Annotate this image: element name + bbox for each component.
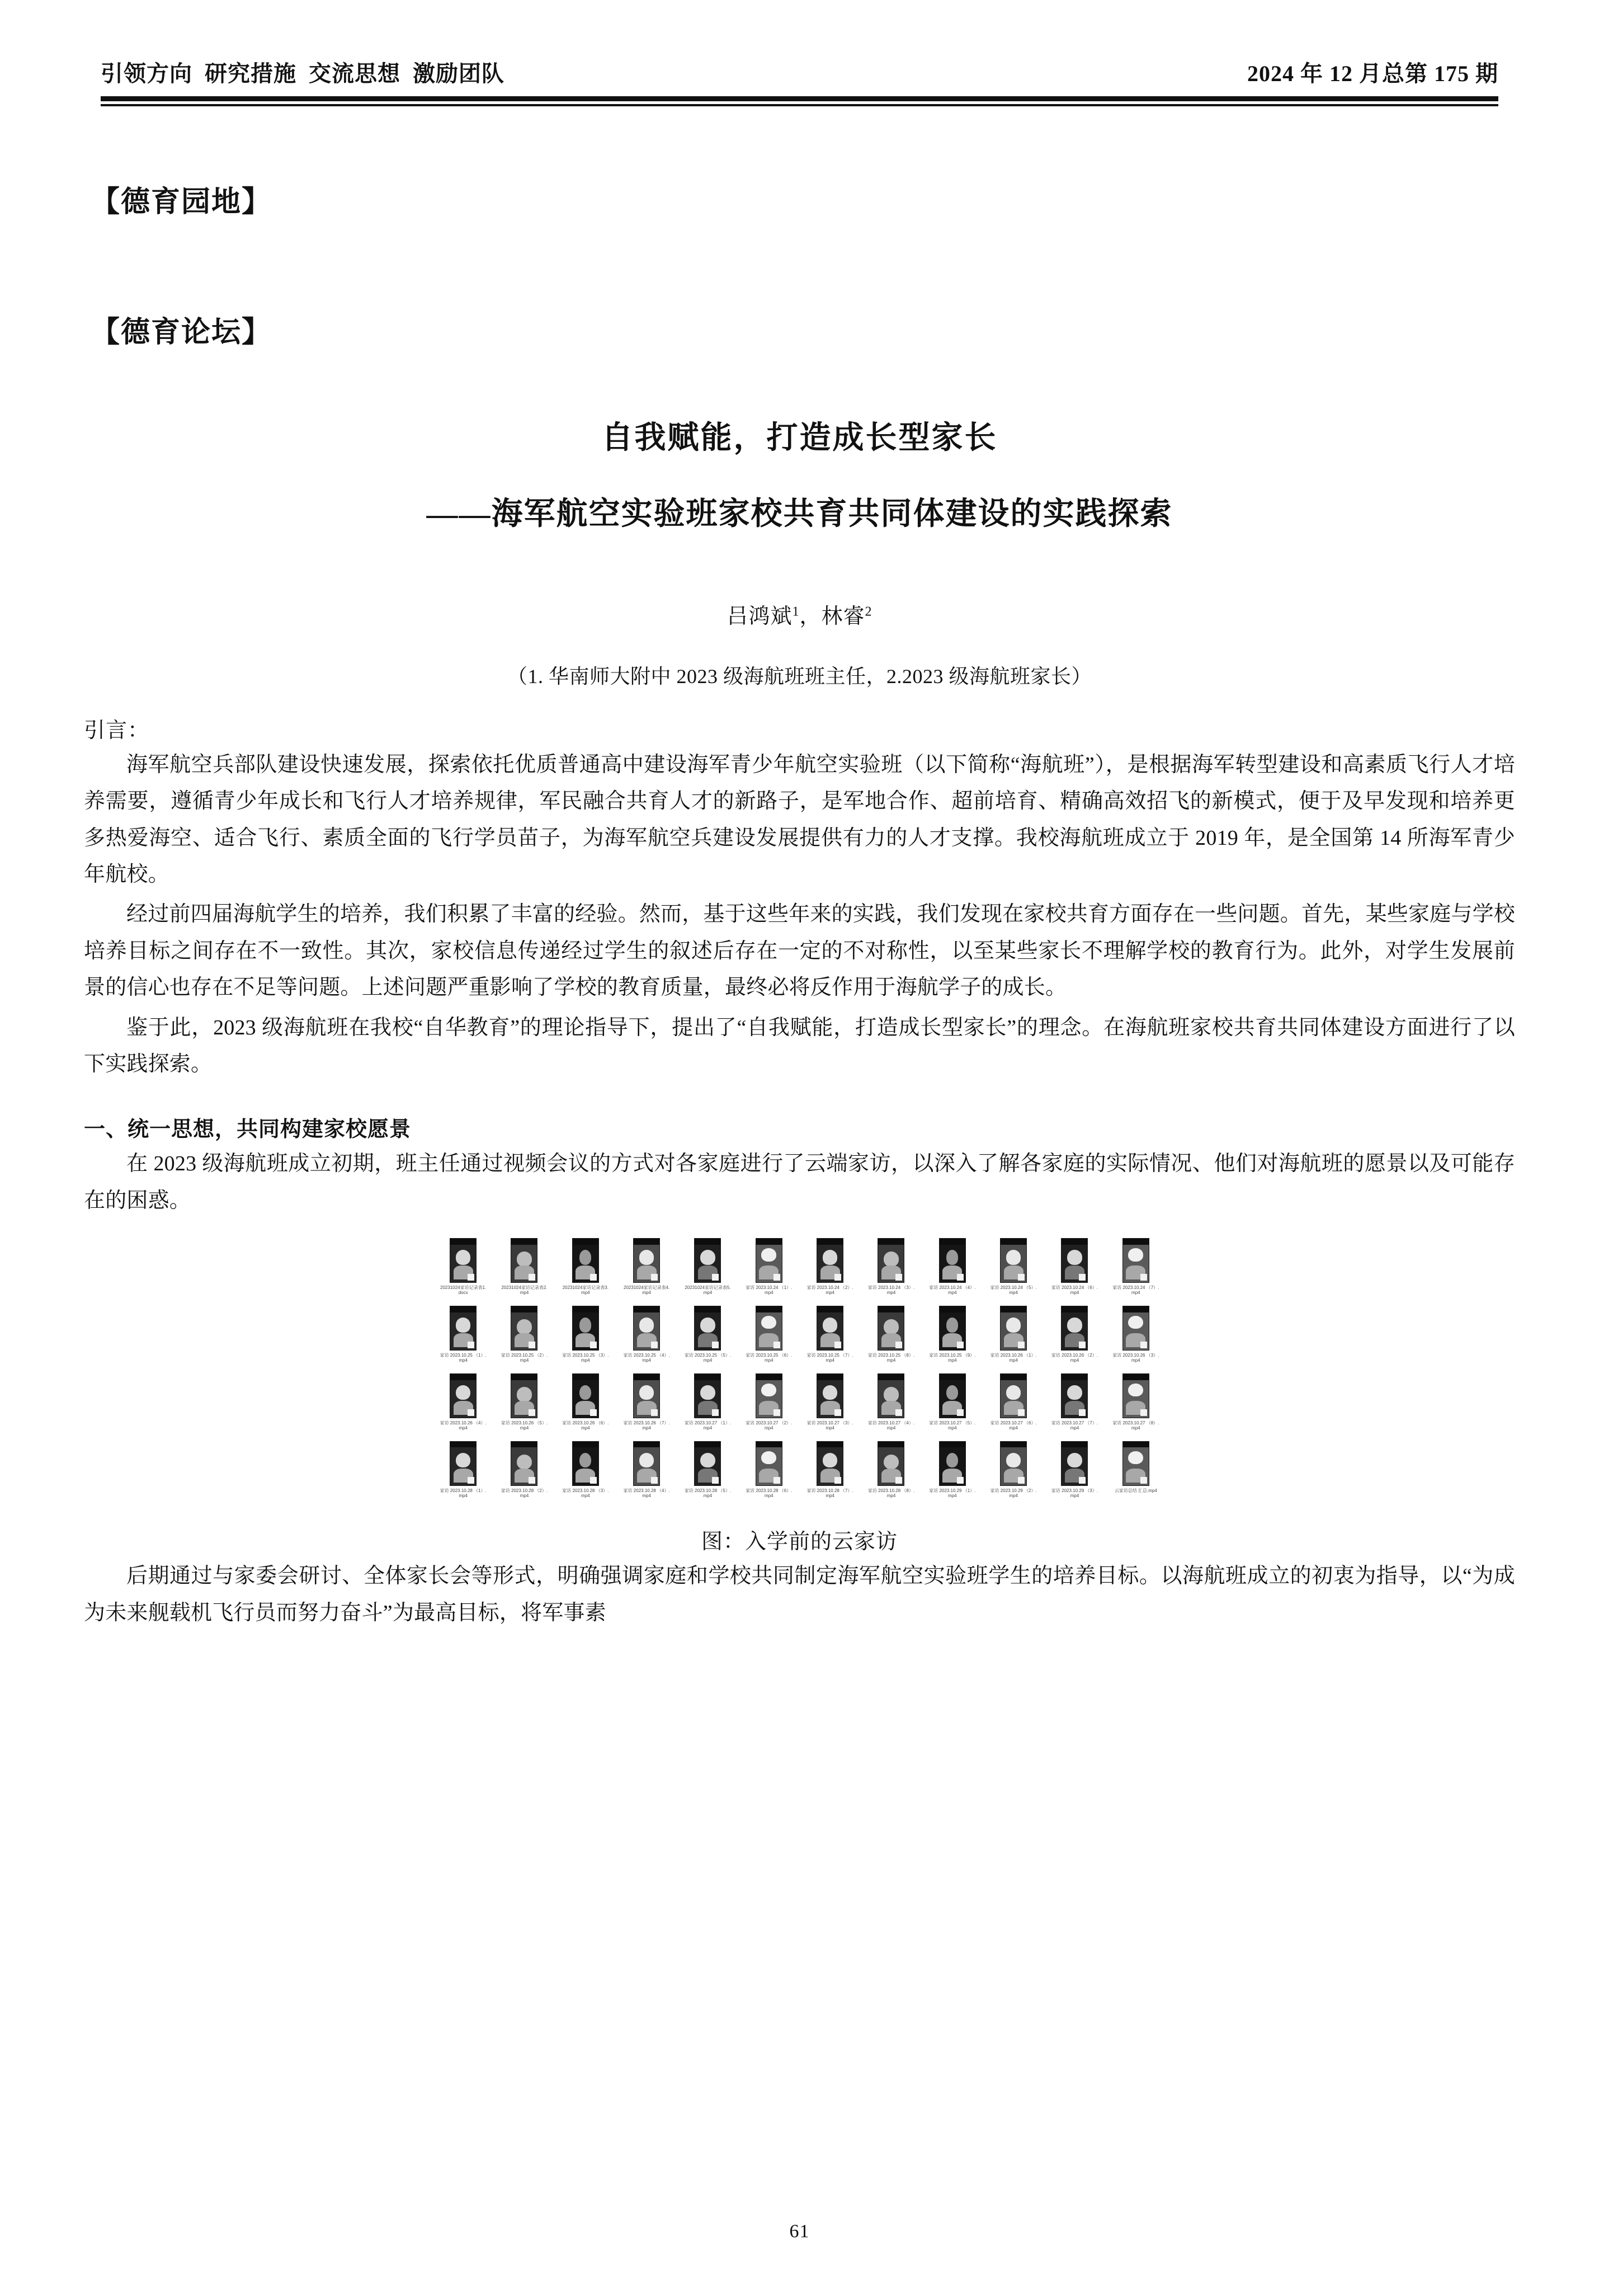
figure-caption: 图：入学前的云家访 <box>701 1530 898 1554</box>
thumbnail-preview <box>511 1306 537 1351</box>
paragraph-intro-1: 海军航空兵部队建设快速发展，探索依托优质普通高中建设海军青少年航空实验班（以下简称“海航班”），是根据海军转型建设和高素质飞行人才培养需要，遵循青少年成长和飞行人才培养规律，军民融合共育人才的新路子，是军地合作、超前培育、精确高效招飞的新模式，便于及早发现和培养更多热爱海空、适合飞行、素质全面的飞行学员苗子，为海军航空兵建设发展提供有力的人才支撑。我校海航班成立于 2019 年，是全国第 14 所海军青少年航校。 <box>84 753 1515 887</box>
thumbnail-filename: 家访 2023.10.26 （7）.mp4 <box>623 1420 670 1431</box>
thumbnail-preview <box>817 1306 843 1351</box>
thumbnail-filename: 家访 2023.10.27 （8）.mp4 <box>1112 1420 1159 1431</box>
thumbnail-filename: 家访 2023.10.28 （6）.mp4 <box>746 1488 793 1499</box>
thumbnail-preview <box>511 1441 537 1486</box>
thumbnail-item[interactable] <box>864 1306 918 1363</box>
thumbnail-filename: 20231024家访记录表3.mp4 <box>562 1285 609 1296</box>
thumbnail-item[interactable] <box>436 1373 490 1431</box>
thumbnail-filename: 20231024家访记录表5.mp4 <box>685 1285 731 1296</box>
thumbnail-filename: 家访 2023.10.27 （7）.mp4 <box>1051 1420 1098 1431</box>
thumbnail-filename: 家访 2023.10.29 （2）.mp4 <box>990 1488 1037 1499</box>
spacer <box>84 350 1515 413</box>
thumbnail-item[interactable] <box>436 1441 490 1499</box>
thumbnail-filename: 家访 2023.10.25 （9）.mp4 <box>929 1352 976 1363</box>
thumbnail-item[interactable] <box>864 1238 918 1296</box>
thumbnail-preview <box>450 1373 477 1418</box>
thumbnail-item[interactable] <box>620 1238 674 1296</box>
thumbnail-preview <box>1122 1373 1149 1418</box>
thumbnail-item[interactable] <box>681 1441 735 1499</box>
thumbnail-preview <box>633 1441 660 1486</box>
thumbnail-filename: 家访 2023.10.26 （3）.mp4 <box>1112 1352 1159 1363</box>
thumbnail-filename: 家访 2023.10.24 （7）.mp4 <box>1112 1285 1159 1296</box>
thumbnail-filename: 家访 2023.10.25 （7）.mp4 <box>806 1352 853 1363</box>
thumbnail-item[interactable] <box>436 1306 490 1363</box>
thumbnail-item[interactable] <box>497 1306 551 1363</box>
thumbnail-preview <box>939 1306 966 1351</box>
author-affiliation-marker-1: 1 <box>792 604 800 619</box>
thumbnail-preview <box>633 1373 660 1418</box>
thumbnail-item[interactable] <box>803 1373 857 1431</box>
thumbnail-item[interactable] <box>497 1373 551 1431</box>
thumbnail-item[interactable] <box>620 1306 674 1363</box>
author-affiliation-marker-2: 2 <box>865 604 872 619</box>
thumbnail-filename: 家访 2023.10.26 （4）.mp4 <box>440 1420 487 1431</box>
article-title: 自我赋能，打造成长型家长 <box>601 421 998 455</box>
thumbnail-preview <box>572 1373 599 1418</box>
thumbnail-filename: 家访 2023.10.25 （1）.mp4 <box>440 1352 487 1363</box>
thumbnail-filename: 家访 2023.10.24 （2）.mp4 <box>806 1285 853 1296</box>
header-slogan: 引领方向 研究措施 交流思想 激励团队 <box>101 61 504 86</box>
thumbnail-filename: 家访 2023.10.27 （1）.mp4 <box>684 1420 732 1431</box>
thumbnail-item[interactable] <box>681 1373 735 1431</box>
thumbnail-item[interactable] <box>681 1238 735 1296</box>
thumbnail-item[interactable] <box>497 1238 551 1296</box>
thumbnail-item[interactable] <box>620 1441 674 1499</box>
thumbnail-item[interactable] <box>864 1373 918 1431</box>
thumbnail-preview <box>939 1373 966 1418</box>
thumbnail-item[interactable] <box>987 1441 1041 1499</box>
thumbnail-preview <box>572 1306 599 1351</box>
author-affiliation: （1. 华南师大附中 2023 级海航班班主任，2.2023 级海航班家长） <box>507 665 1092 688</box>
thumbnail-filename: 家访 2023.10.29 （1）.mp4 <box>929 1488 976 1499</box>
thumbnail-item[interactable] <box>925 1306 979 1363</box>
running-header <box>101 56 1498 106</box>
thumbnail-filename: 家访 2023.10.28 （3）.mp4 <box>562 1488 609 1499</box>
thumbnail-item[interactable] <box>436 1238 490 1296</box>
thumbnail-item[interactable] <box>1048 1306 1102 1363</box>
thumbnail-item[interactable] <box>987 1238 1041 1296</box>
thumbnail-preview <box>1061 1238 1088 1283</box>
thumbnail-preview <box>633 1238 660 1283</box>
paragraph-intro-3: 鉴于此，2023 级海航班在我校“自华教育”的理论指导下，提出了“自我赋能，打造成长型家长”的理念。在海航班家校共育共同体建设方面进行了以下实践探索。 <box>84 1015 1515 1076</box>
thumbnail-preview <box>694 1238 721 1283</box>
thumbnail-preview <box>1122 1306 1149 1351</box>
thumbnail-preview <box>511 1373 537 1418</box>
thumbnail-item[interactable] <box>681 1306 735 1363</box>
thumbnail-item[interactable] <box>987 1373 1041 1431</box>
thumbnail-filename: 家访 2023.10.28 （7）.mp4 <box>806 1488 853 1499</box>
thumbnail-item[interactable] <box>803 1238 857 1296</box>
column-heading: 【德育园地】 <box>91 186 272 218</box>
thumbnail-preview <box>817 1441 843 1486</box>
thumbnail-grid <box>436 1238 1163 1499</box>
thumbnail-preview <box>694 1306 721 1351</box>
thumbnail-filename: 家访 2023.10.26 （1）.mp4 <box>990 1352 1037 1363</box>
thumbnail-preview <box>939 1238 966 1283</box>
thumbnail-filename: 家访 2023.10.27 （2）.mp4 <box>746 1420 793 1431</box>
thumbnail-preview <box>756 1306 782 1351</box>
thumbnail-preview <box>450 1441 477 1486</box>
thumbnail-filename: 家访 2023.10.25 （6）.mp4 <box>746 1352 793 1363</box>
thumbnail-filename: 家访 2023.10.26 （5）.mp4 <box>501 1420 548 1431</box>
thumbnail-filename: 家访 2023.10.26 （6）.mp4 <box>562 1420 609 1431</box>
thumbnail-item[interactable] <box>558 1306 612 1363</box>
thumbnail-item[interactable] <box>620 1373 674 1431</box>
thumbnail-preview <box>511 1238 537 1283</box>
paragraph-closing: 后期通过与家委会研讨、全体家长会等形式，明确强调家庭和学校共同制定海军航空实验班学生的培养目标。以海航班成立的初衷为指导，以“为成为未来舰载机飞行员而努力奋斗”为最高目标，将军事素 <box>84 1564 1515 1625</box>
thumbnail-item[interactable] <box>1109 1238 1163 1296</box>
thumbnail-filename: 云家访总结 汇总.mp4 <box>1114 1488 1157 1493</box>
thumbnail-item[interactable] <box>803 1441 857 1499</box>
thumbnail-item[interactable] <box>742 1238 796 1296</box>
thumbnail-item[interactable] <box>742 1373 796 1431</box>
thumbnail-filename: 家访 2023.10.25 （3）.mp4 <box>562 1352 609 1363</box>
thumbnail-filename: 家访 2023.10.27 （5）.mp4 <box>929 1420 976 1431</box>
thumbnail-filename: 家访 2023.10.25 （4）.mp4 <box>623 1352 670 1363</box>
author-primary: 吕鸿斌 <box>727 605 793 628</box>
thumbnail-item[interactable] <box>1048 1238 1102 1296</box>
thumbnail-filename: 家访 2023.10.29 （3）.mp4 <box>1051 1488 1098 1499</box>
thumbnail-preview <box>450 1238 477 1283</box>
thumbnail-filename: 家访 2023.10.28 （8）.mp4 <box>867 1488 915 1499</box>
thumbnail-item[interactable] <box>803 1306 857 1363</box>
thumbnail-item[interactable] <box>987 1306 1041 1363</box>
thumbnail-preview <box>694 1373 721 1418</box>
thumbnail-item[interactable] <box>742 1306 796 1363</box>
thumbnail-preview <box>1000 1373 1027 1418</box>
lead-label: 引言： <box>84 719 150 742</box>
header-rule-thick <box>101 96 1498 101</box>
thumbnail-item[interactable] <box>1109 1306 1163 1363</box>
paragraph-intro-2: 经过前四届海航学生的培养，我们积累了丰富的经验。然而，基于这些年来的实践，我们发现在家校共育方面存在一些问题。首先，某些家庭与学校培养目标之间存在不一致性。其次，家校信息传递经过学生的叙述后存在一定的不对称性，以至某些家长不理解学校的教育行为。此外，对学生发展前景的信心也存在不足等问题。上述问题严重影响了学校的教育质量，最终必将反作用于海航学子的成长。 <box>84 902 1516 1000</box>
thumbnail-preview <box>756 1238 782 1283</box>
thumbnail-preview <box>817 1373 843 1418</box>
thumbnail-item[interactable] <box>742 1441 796 1499</box>
thumbnail-filename: 家访 2023.10.24 （6）.mp4 <box>1051 1285 1098 1296</box>
figure-cloud-home-visit <box>84 1238 1515 1555</box>
thumbnail-preview <box>878 1238 904 1283</box>
thumbnail-preview <box>878 1441 904 1486</box>
page-number: 61 <box>789 2221 810 2242</box>
thumbnail-preview <box>572 1441 599 1486</box>
paragraph-section-one: 在 2023 级海航班成立初期，班主任通过视频会议的方式对各家庭进行了云端家访，以深入了解各家庭的实际情况、他们对海航班的愿景以及可能存在的困惑。 <box>84 1152 1515 1212</box>
thumbnail-filename: 家访 2023.10.24 （3）.mp4 <box>867 1285 915 1296</box>
thumbnail-item[interactable] <box>864 1441 918 1499</box>
thumbnail-filename: 家访 2023.10.27 （3）.mp4 <box>806 1420 853 1431</box>
thumbnail-item[interactable] <box>1048 1441 1102 1499</box>
thumbnail-filename: 家访 2023.10.25 （2）.mp4 <box>501 1352 548 1363</box>
thumbnail-filename: 家访 2023.10.28 （2）.mp4 <box>501 1488 548 1499</box>
thumbnail-item[interactable] <box>925 1441 979 1499</box>
thumbnail-preview <box>694 1441 721 1486</box>
thumbnail-filename: 家访 2023.10.28 （1）.mp4 <box>440 1488 487 1499</box>
thumbnail-item[interactable] <box>925 1373 979 1431</box>
thumbnail-filename: 家访 2023.10.25 （8）.mp4 <box>867 1352 915 1363</box>
thumbnail-preview <box>633 1306 660 1351</box>
header-issue: 2024 年 12 月总第 175 期 <box>1247 61 1498 86</box>
thumbnail-preview <box>756 1441 782 1486</box>
thumbnail-item[interactable] <box>1109 1373 1163 1431</box>
thumbnail-filename: 家访 2023.10.26 （2）.mp4 <box>1051 1352 1098 1363</box>
thumbnail-preview <box>450 1306 477 1351</box>
thumbnail-filename: 家访 2023.10.24 （5）.mp4 <box>990 1285 1037 1296</box>
thumbnail-filename: 20231024家访记录表1.docx <box>440 1285 487 1296</box>
section-heading-one: 一、统一思想，共同构建家校愿景 <box>84 1118 412 1142</box>
thumbnail-item[interactable] <box>1048 1373 1102 1431</box>
forum-heading: 【德育论坛】 <box>91 317 272 349</box>
thumbnail-filename: 家访 2023.10.27 （6）.mp4 <box>990 1420 1037 1431</box>
thumbnail-preview <box>939 1441 966 1486</box>
header-rule-thin <box>101 104 1498 106</box>
thumbnail-filename: 20231024家访记录表4.mp4 <box>624 1285 670 1296</box>
author-line <box>84 599 1515 629</box>
article-subtitle: ——海军航空实验班家校共育共同体建设的实践探索 <box>426 497 1173 531</box>
thumbnail-preview <box>1061 1306 1088 1351</box>
thumbnail-preview <box>878 1306 904 1351</box>
thumbnail-filename: 家访 2023.10.25 （5）.mp4 <box>684 1352 732 1363</box>
thumbnail-item[interactable] <box>558 1373 612 1431</box>
thumbnail-item[interactable] <box>558 1441 612 1499</box>
thumbnail-filename: 家访 2023.10.27 （4）.mp4 <box>867 1420 915 1431</box>
thumbnail-preview <box>1061 1441 1088 1486</box>
thumbnail-preview <box>1000 1441 1027 1486</box>
thumbnail-filename: 家访 2023.10.28 （5）.mp4 <box>684 1488 732 1499</box>
thumbnail-preview <box>572 1238 599 1283</box>
thumbnail-preview <box>756 1373 782 1418</box>
thumbnail-preview <box>1000 1306 1027 1351</box>
author-separator: ，林睿 <box>799 605 865 628</box>
thumbnail-preview <box>1061 1373 1088 1418</box>
article-body <box>84 162 1515 1631</box>
thumbnail-preview <box>1122 1238 1149 1283</box>
thumbnail-item[interactable] <box>925 1238 979 1296</box>
thumbnail-item[interactable] <box>497 1441 551 1499</box>
thumbnail-filename: 家访 2023.10.24 （1）.mp4 <box>746 1285 793 1296</box>
thumbnail-preview <box>878 1373 904 1418</box>
thumbnail-filename: 家访 2023.10.28 （4）.mp4 <box>623 1488 670 1499</box>
thumbnail-preview <box>1122 1441 1149 1486</box>
thumbnail-filename: 家访 2023.10.24 （4）.mp4 <box>929 1285 976 1296</box>
thumbnail-preview <box>1000 1238 1027 1283</box>
thumbnail-item[interactable] <box>1109 1441 1163 1499</box>
spacer <box>84 220 1515 308</box>
thumbnail-item[interactable] <box>558 1238 612 1296</box>
thumbnail-preview <box>817 1238 843 1283</box>
thumbnail-filename: 20231024家访记录表2.mp4 <box>501 1285 548 1296</box>
